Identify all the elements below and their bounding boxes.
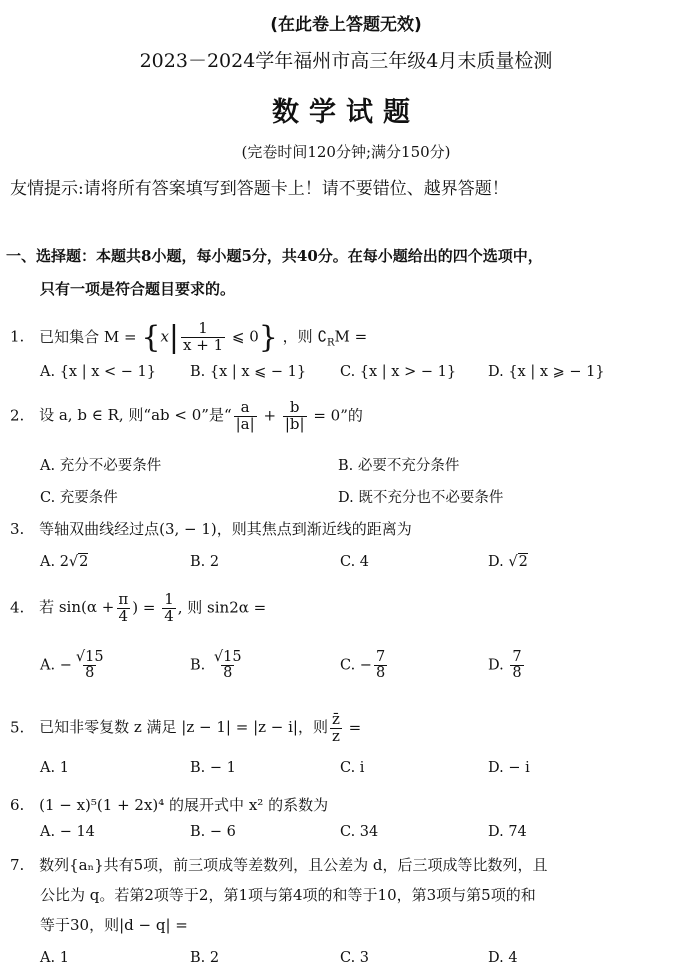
- notice: (在此卷上答题无效): [270, 15, 422, 35]
- q2-option-a: A. 充分不必要条件: [40, 458, 162, 474]
- q7-option-b: B. 2: [190, 950, 220, 966]
- question-1: 1. 已知集合 M = {x| $\frac{1}{x + 1}$ ⩽ 0} ，则 $∁_RM$ =: [10, 319, 368, 355]
- question-number: 7.: [10, 856, 25, 874]
- q2-option-b: B. 必要不充分条件: [338, 458, 460, 474]
- q2-option-c: C. 充要条件: [40, 490, 118, 506]
- q7-option-a: A. 1: [40, 950, 69, 966]
- q6-option-c: C. 34: [340, 824, 379, 840]
- q1-option-a: A. {x | x < − 1}: [40, 364, 156, 380]
- subject-title: 数学试题: [272, 97, 420, 128]
- question-number: 3.: [10, 520, 25, 538]
- section-heading-line2: 只有一项是符合题目要求的。: [40, 280, 236, 298]
- q6-option-a: A. − 14: [40, 824, 95, 840]
- q1-option-b: B. {x | x ⩽ − 1}: [190, 364, 307, 380]
- question-2: 2. 设 a, b ∈ R, 则“ab < 0”是“ $\frac{a}{|a|}$ + $\frac{b}{|b|}$ = 0”的: [10, 398, 363, 433]
- question-5: 5. 已知非零复数 z 满足 |z − 1| = |z − i|，则 $\frac{z̄}{z}$ =: [10, 710, 362, 745]
- question-7-line3: 等于30，则|d − q| =: [40, 916, 188, 934]
- q4-option-c: C. − $\frac{7}{8}$: [340, 649, 386, 682]
- question-7: 7. 数列{aₙ}共有5项，前三项成等差数列，且公差为 d，后三项成等比数列，且: [10, 856, 548, 874]
- question-number: 1.: [10, 327, 25, 346]
- q3-option-a: A. 2√2: [40, 554, 89, 570]
- question-4: 4. 若 sin(α + $\frac{\pi}{4}$ ) = $\frac{1}{4}$ , 则 sin2α =: [10, 590, 267, 625]
- question-number: 2.: [10, 406, 25, 425]
- q7-option-c: C. 3: [340, 950, 370, 966]
- question-number: 4.: [10, 598, 25, 617]
- time-score: (完卷时间120分钟;满分150分): [241, 143, 451, 161]
- q3-option-d: D. √2: [488, 554, 528, 570]
- q2-option-d: D. 既不充分也不必要条件: [338, 490, 504, 506]
- q3-option-b: B. 2: [190, 554, 220, 570]
- q1-option-d: D. {x | x ⩾ − 1}: [488, 364, 605, 380]
- q4-option-a: A. − $\frac{√15}{8}$: [40, 649, 104, 682]
- question-6: 6. (1 − x)⁵(1 + 2x)⁴ 的展开式中 x² 的系数为: [10, 796, 329, 814]
- question-number: 5.: [10, 718, 25, 737]
- question-number: 6.: [10, 796, 25, 814]
- q7-option-d: D. 4: [488, 950, 518, 966]
- q4-option-d: D. $\frac{7}{8}$: [488, 649, 522, 682]
- q5-option-d: D. − i: [488, 760, 530, 776]
- tip: 友情提示:请将所有答案填写到答题卡上！请不要错位、越界答题！: [10, 179, 509, 199]
- question-7-line2: 公比为 q。若第2项等于2，第1项与第4项的和等于10，第3项与第5项的和: [40, 886, 536, 904]
- q3-option-c: C. 4: [340, 554, 370, 570]
- section-heading-line1: 一、选择题：本题共8小题，每小题5分，共40分。在每小题给出的四个选项中，: [6, 247, 543, 265]
- q5-option-a: A. 1: [40, 760, 69, 776]
- q1-option-c: C. {x | x > − 1}: [340, 364, 457, 380]
- q5-option-b: B. − 1: [190, 760, 236, 776]
- q6-option-b: B. − 6: [190, 824, 236, 840]
- exam-title: 2023－2024学年福州市高三年级4月末质量检测: [139, 50, 553, 72]
- q6-option-d: D. 74: [488, 824, 527, 840]
- q4-option-b: B. $\frac{√15}{8}$: [190, 649, 242, 682]
- question-3: 3. 等轴双曲线经过点(3, − 1)，则其焦点到渐近线的距离为: [10, 520, 412, 538]
- q5-option-c: C. i: [340, 760, 365, 776]
